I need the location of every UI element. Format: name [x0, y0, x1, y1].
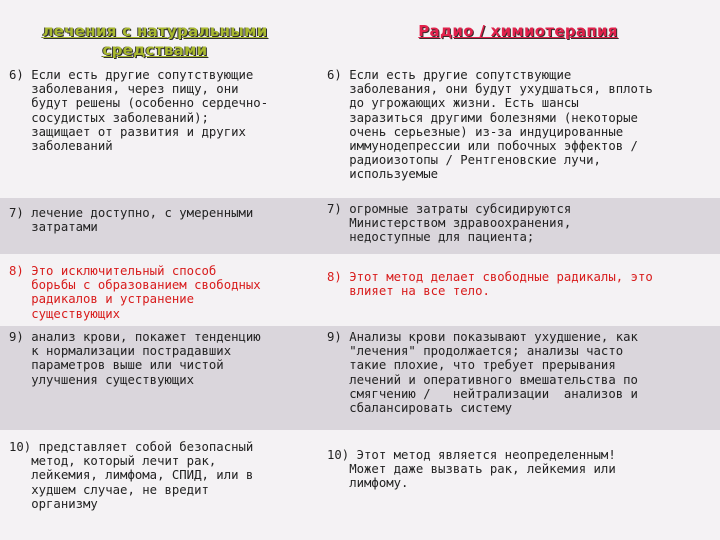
row-8-chemo: 8) Этот метод делает свободные радикалы, это влияет на все тело. [327, 270, 653, 299]
row-9-natural: 9) анализ крови, покажет тенденцию к нормализации пострадавших параметров выше или чистой улучшения существующих [9, 330, 261, 387]
row-6-chemo: 6) Если есть другие сопутствующие заболевания, они будут ухудшаться, вплоть до угрожающих жизни. Есть шансы заразиться другими болезнями (некоторые очень серьезные) из-за индуцированные иммунодепрессии или побочных эффектов / радиоизотопы / Рентгеновские лучи, используемые [327, 68, 653, 182]
row-8 [0, 260, 720, 326]
row-10-chemo: 10) Этот метод является неопределенным! Может даже вызвать рак, лейкемия или лимфому. [327, 448, 616, 491]
row-9-chemo: 9) Анализы крови показывают ухудшение, как "лечения" продолжается; анализы часто такие плохие, что требует прерывания лечений и оперативного вмешательства по смягчению / нейтрализации анализов и сбалансировать систему [327, 330, 638, 416]
row-7-chemo: 7) огромные затраты субсидируются Министерством здравоохранения, недоступные для пациента; [327, 202, 572, 245]
row-8-natural: 8) Это исключительный способ борьбы с образованием свободных радикалов и устранение существующих [9, 264, 261, 321]
header-radio-chemo: Радио / химиотерапия [418, 22, 618, 40]
row-9 [0, 326, 720, 430]
row-10 [0, 436, 720, 536]
row-7-natural: 7) лечение доступно, с умеренными затратами [9, 206, 254, 235]
row-6-natural: 6) Если есть другие сопутствующие заболевания, через пищу, они будут решены (особенно сердечно- сосудистых заболеваний); защищает от развития и других заболеваний [9, 68, 269, 154]
row-7 [0, 198, 720, 254]
header-natural-treatment: лечения с натуральными средствами [42, 22, 268, 59]
row-6 [0, 64, 720, 198]
row-10-natural: 10) представляет собой безопасный метод, который лечит рак, лейкемия, лимфома, СПИД, или в худшем случае, не вредит организму [9, 440, 254, 511]
